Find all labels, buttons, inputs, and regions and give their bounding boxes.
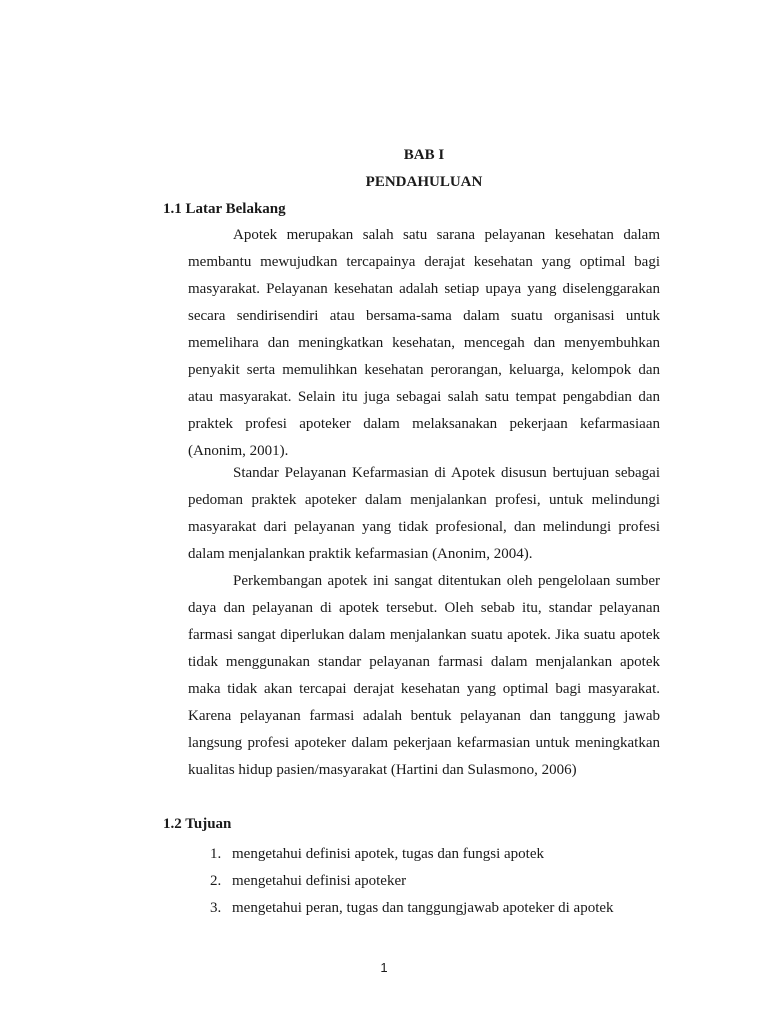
list-item <box>210 868 614 895</box>
paragraph <box>188 222 660 465</box>
paragraph-text: Perkembangan apotek ini sangat ditentukan oleh pengelolaan sumber daya dan pelayanan di apotek tersebut. Oleh sebab itu, standar pelayanan farmasi sangat diperlukan dalam menjalankan suatu apotek. Jika suatu apotek tidak menggunakan standar pelayanan farmasi dalam menjalankan apotek maka tidak akan tercapai derajat kesehatan yang optimal bagi masyarakat. Karena pelayanan farmasi adalah bentuk pelayanan dan tanggung jawab langsung profesi apoteker dalam pekerjaan kefarmasian untuk meningkatkan kualitas hidup pasien/masyarakat (Hartini dan Sulasmono, 2006) <box>188 573 660 778</box>
list-item <box>210 841 614 868</box>
list-item-number: 1. <box>210 846 222 862</box>
section-heading-tujuan: 1.2 Tujuan <box>163 816 232 832</box>
list-item-number: 3. <box>210 900 222 916</box>
goal-list <box>210 841 614 922</box>
section-heading-latar-belakang: 1.1 Latar Belakang <box>163 201 286 217</box>
page-number: 1 <box>380 960 388 975</box>
paragraph-text: Apotek merupakan salah satu sarana pelayanan kesehatan dalam membantu mewujudkan tercapainya derajat kesehatan yang optimal bagi masyarakat. Pelayanan kesehatan adalah setiap upaya yang diselenggarakan secara sendirisendiri atau bersama-sama dalam suatu organisasi untuk memelihara dan meningkatkan kesehatan, mencegah dan menyembuhkan penyakit serta memulihkan kesehatan perorangan, keluarga, kelompok dan atau masyarakat. Selain itu juga sebagai salah satu tempat pengabdian dan praktek profesi apoteker dalam melaksanakan pekerjaan kefarmasiaan (Anonim, 2001). <box>188 227 660 459</box>
list-item-text: mengetahui peran, tugas dan tanggungjawab apoteker di apotek <box>232 900 614 916</box>
list-item-text: mengetahui definisi apoteker <box>232 873 407 889</box>
list-item <box>210 895 614 922</box>
list-item-text: mengetahui definisi apotek, tugas dan fungsi apotek <box>232 846 545 862</box>
chapter-title: PENDAHULUAN <box>365 174 483 190</box>
paragraph <box>188 568 660 784</box>
chapter-number: BAB I <box>403 147 445 163</box>
list-item-number: 2. <box>210 873 222 889</box>
paragraph-text: Standar Pelayanan Kefarmasian di Apotek disusun bertujuan sebagai pedoman praktek apoteker dalam menjalankan profesi, untuk melindungi masyarakat dari pelayanan yang tidak profesional, dan melindungi profesi dalam menjalankan praktik kefarmasian (Anonim, 2004). <box>188 465 660 562</box>
paragraph <box>188 460 660 568</box>
